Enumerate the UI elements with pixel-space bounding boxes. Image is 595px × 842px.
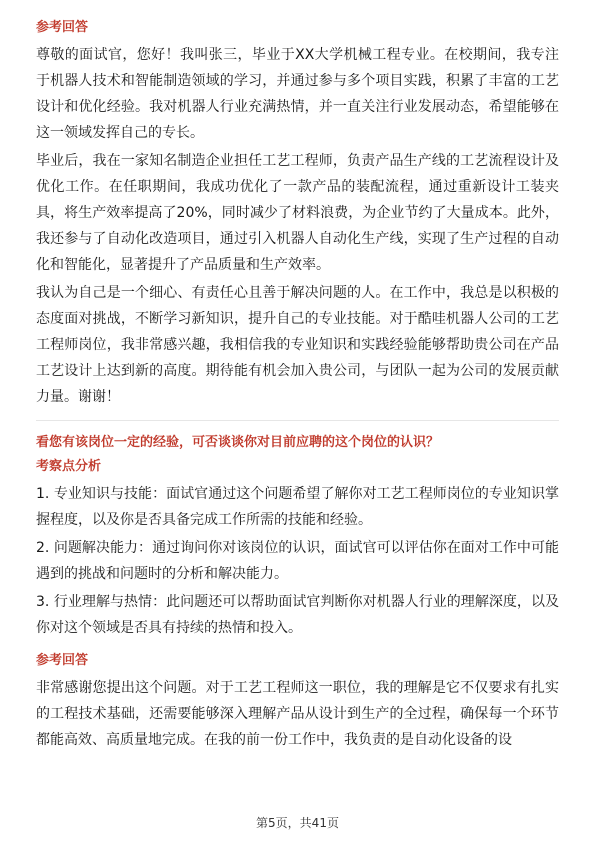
answer-paragraph: 尊敬的面试官，您好！我叫张三，毕业于XX大学机械工程专业。在校期间，我专注于机器人技术和智能制造领域的学习，并通过参与多个项目实践，积累了丰富的工艺设计和优化经验。我对机器人行业充满热情，并一直关注行业发展动态，希望能够在这一领域发挥自己的专长。 bbox=[36, 47, 559, 141]
document-page bbox=[36, 18, 559, 755]
section-divider bbox=[36, 420, 559, 421]
page-number-footer: 第5页，共41页 bbox=[256, 816, 339, 830]
answer-block-1 bbox=[36, 18, 559, 410]
analysis-item: 2. 问题解决能力：通过询问你对该岗位的认识，面试官可以评估你在面对工作中可能遇到的挑战和问题时的分析和解决能力。 bbox=[36, 540, 559, 582]
analysis-heading: 考察点分析 bbox=[36, 459, 102, 474]
reference-answer-heading: 参考回答 bbox=[36, 20, 89, 35]
question-block-2 bbox=[36, 433, 559, 753]
analysis-item: 1. 专业知识与技能：面试官通过这个问题希望了解你对工艺工程师岗位的专业知识掌握程度，以及你是否具备完成工作所需的技能和经验。 bbox=[36, 486, 559, 528]
answer-paragraph: 毕业后，我在一家知名制造企业担任工艺工程师，负责产品生产线的工艺流程设计及优化工作。在任职期间，我成功优化了一款产品的装配流程，通过重新设计工装夹具，将生产效率提高了20%，同时减少了材料浪费，为企业节约了大量成本。此外，我还参与了自动化改造项目，通过引入机器人自动化生产线，实现了生产过程的自动化和智能化，显著提升了产品质量和生产效率。 bbox=[36, 153, 559, 273]
answer-paragraph: 我认为自己是一个细心、有责任心且善于解决问题的人。在工作中，我总是以积极的态度面对挑战，不断学习新知识，提升自己的专业技能。对于酷哇机器人公司的工艺工程师岗位，我非常感兴趣，我相信我的专业知识和实践经验能够帮助贵公司在产品工艺设计上达到新的高度。期待能有机会加入贵公司，与团队一起为公司的发展贡献力量。谢谢！ bbox=[36, 285, 559, 405]
analysis-item: 3. 行业理解与热情：此问题还可以帮助面试官判断你对机器人行业的理解深度，以及你对这个领域是否具有持续的热情和投入。 bbox=[36, 594, 559, 636]
reference-answer-heading: 参考回答 bbox=[36, 653, 89, 668]
answer-paragraph: 非常感谢您提出这个问题。对于工艺工程师这一职位，我的理解是它不仅要求有扎实的工程技术基础，还需要能够深入理解产品从设计到生产的全过程，确保每一个环节都能高效、高质量地完成。在我的前一份工作中，我负责的是自动化设备的设 bbox=[36, 680, 559, 748]
question-title: 看您有该岗位一定的经验，可否谈谈你对目前应聘的这个岗位的认识？ bbox=[36, 435, 440, 450]
spacer bbox=[36, 643, 559, 651]
